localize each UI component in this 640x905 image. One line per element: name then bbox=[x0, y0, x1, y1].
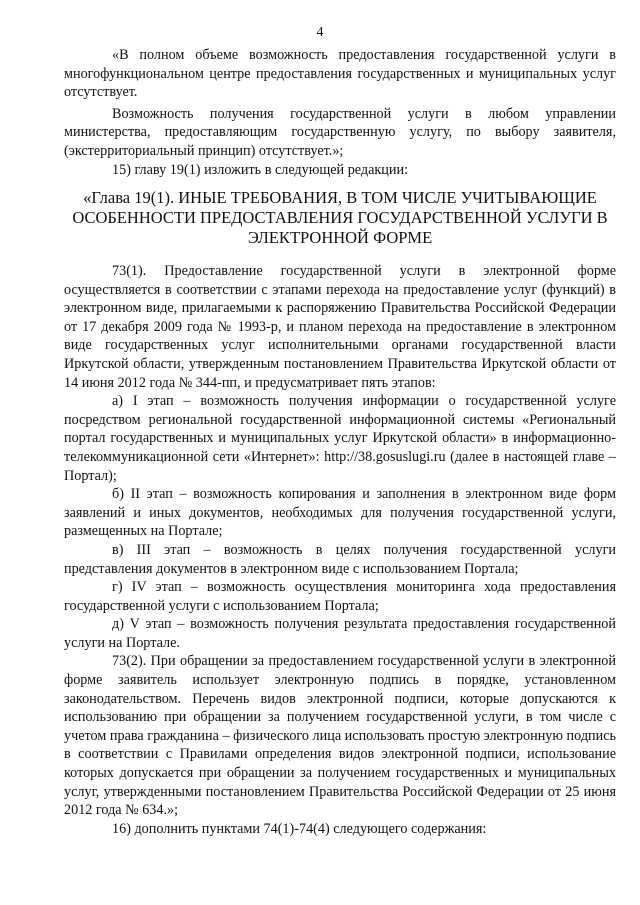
paragraph-item-16: 16) дополнить пунктами 74(1)-74(4) следующего содержания: bbox=[112, 820, 487, 837]
list-item-g: г) IV этап – возможность осуществления мониторинга хода предоставления государственной услуги с использованием Портала; bbox=[64, 579, 616, 614]
paragraph-73-1: 73(1). Предоставление государственной услуги в электронной форме осуществляется в соответствии с этапами перехода на предоставление услуг (функций) в электронном виде, прилагаемыми к распоряжению Правительства Российской Федерации от 17 декабря 2009 года № 1993-р, и планом перехода на предоставление в электронном виде государственных услуг исполнительными органами государственной власти Иркутской области, утвержденным постановлением Правительства Иркутской области от 14 июня 2012 года № 344-пп, и предусматривает пять этапов: bbox=[64, 263, 616, 391]
paragraph-item-15: 15) главу 19(1) изложить в следующей редакции: bbox=[112, 161, 409, 178]
chapter-heading-line-2: ОСОБЕННОСТИ ПРЕДОСТАВЛЕНИЯ ГОСУДАРСТВЕННОЙ УСЛУГИ В bbox=[72, 208, 608, 227]
paragraph-73-2: 73(2). При обращении за предоставлением государственной услуги в электронной форме заявитель использует электронную подпись в порядке, установленном законодательством. Перечень видов электронной подписи, которые допускаются к использованию при обращении за получением государственной услуги, в том числе с учетом права гражданина – физического лица использовать простую электронную подпись в соответствии с Правилами определения видов электронной подписи, использование которых допускается при обращении за получением государственных и муниципальных услуг, утвержденными постановлением Правительства Российской Федерации от 25 июня 2012 года № 634.»; bbox=[64, 653, 616, 819]
main-section bbox=[64, 262, 616, 838]
list-item-v: в) III этап – возможность в целях получения государственной услуги представления документов в электронном виде с использованием Портала; bbox=[64, 541, 616, 577]
list-item-d: д) V этап – возможность получения результата предоставления государственной услуги на Портале. bbox=[64, 616, 616, 651]
list-item-b: б) II этап – возможность копирования и заполнения в электронном виде форм заявлений и иных документов, необходимых для получения государственной услуги, размещенных на Портале; bbox=[64, 486, 616, 540]
paragraph-extraterritorial: Возможность получения государственной услуги в любом управлении министерства, предоставляющим государственную услугу, по выбору заявителя, (экстерриториальный принцип) отсутствует.»; bbox=[64, 105, 616, 159]
paragraph-mfc: «В полном объеме возможность предоставления государственной услуги в многофункциональном центре предоставления государственных и муниципальных услуг отсутствует. bbox=[64, 47, 616, 101]
page-number: 4 bbox=[316, 25, 324, 40]
top-section bbox=[64, 46, 616, 179]
chapter-heading-line-3: ЭЛЕКТРОННОЙ ФОРМЕ bbox=[247, 228, 433, 247]
list-item-a: а) I этап – возможность получения информации о государственной услуге посредством региональной государственной информационной системы «Региональный портал государственных и муниципальных услуг Иркутской области» в информационно-телекоммуникационной сети «Интернет»: http://38.gosuslugi.ru (далее в настоящей главе – Портал); bbox=[64, 393, 616, 484]
chapter-heading-line-1: «Глава 19(1). ИНЫЕ ТРЕБОВАНИЯ, В ТОМ ЧИСЛЕ УЧИТЫВАЮЩИЕ bbox=[83, 188, 597, 207]
chapter-heading bbox=[64, 188, 616, 248]
